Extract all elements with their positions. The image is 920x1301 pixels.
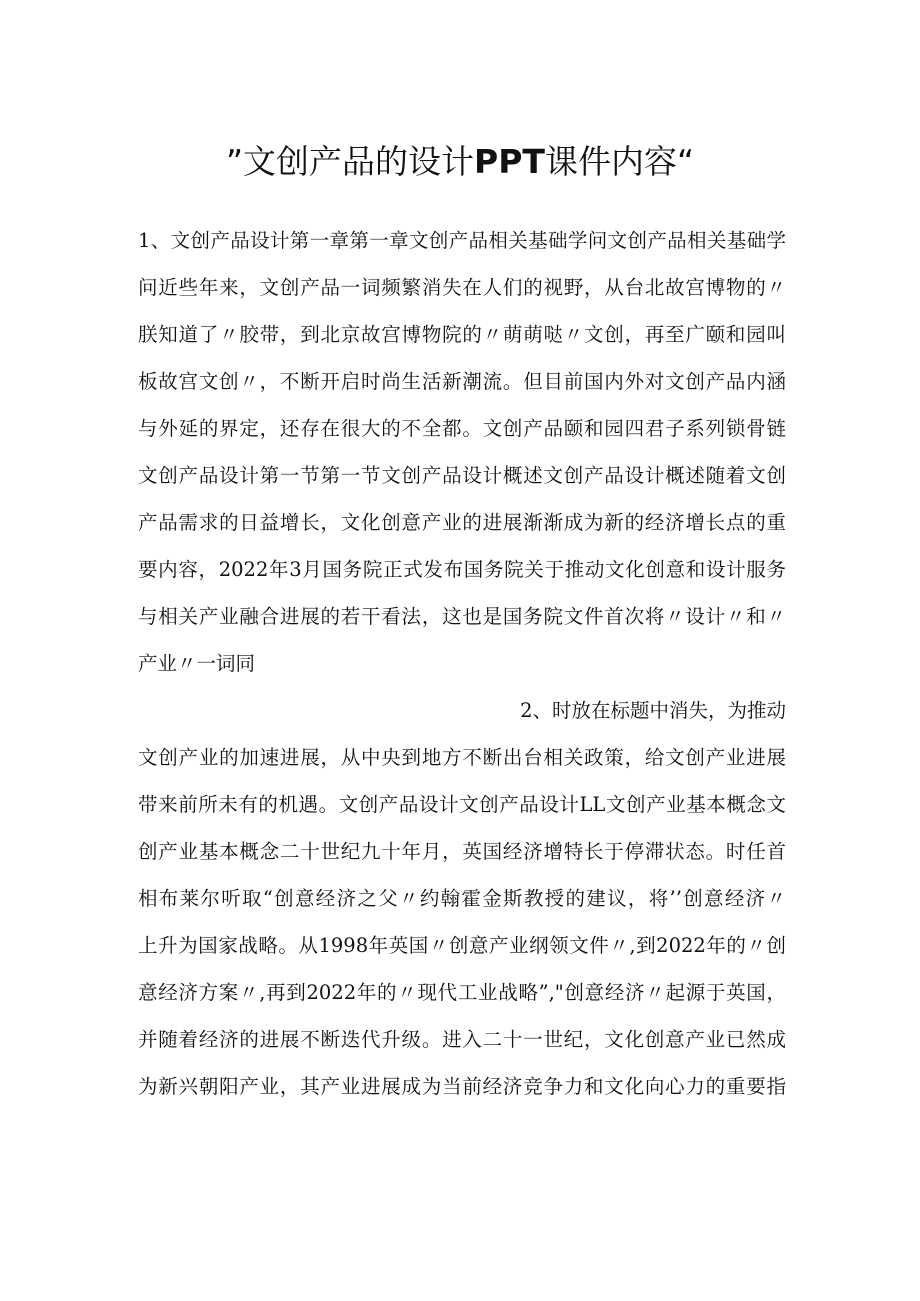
body-line: 并随着经济的进展不断迭代升级。进入二十一世纪，文化创意产业已然成 — [138, 1028, 786, 1051]
body-line: 上升为国家战略。从1998年英国〃创意产业纲领文件〃,到2022年的〃创 — [138, 934, 786, 957]
body-line: 与相关产业融合进展的若干看法，这也是国务院文件首次将〃设计〃和〃 — [138, 605, 786, 628]
body-line: 朕知道了〃胶带，到北京故宫博物院的〃萌萌哒〃文创，再至广颐和园叫 — [138, 323, 786, 346]
body-line: 带来前所未有的机遇。文创产品设计文创产品设计LL文创产业基本概念文 — [138, 793, 786, 816]
body-line: 文创产业的加速进展，从中央到地方不断出台相关政策，给文创产业进展 — [138, 746, 786, 769]
body-line: 产业〃一词同 — [138, 652, 256, 675]
body-line: 要内容，2022年3月国务院正式发布国务院关于推动文化创意和设计服务 — [138, 558, 786, 581]
section-2-start: 2、时放在标题中消失，为推动 — [520, 699, 786, 722]
body-line: 板故宫文创〃，不断开启时尚生活新潮流。但目前国内外对文创产品内涵 — [138, 370, 786, 393]
body-line: 为新兴朝阳产业，其产业进展成为当前经济竞争力和文化向心力的重要指 — [138, 1075, 786, 1098]
title-prefix: ”文创产品的设计 — [225, 142, 475, 181]
body-line: 问近些年来，文创产品一词频繁消失在人们的视野，从台北故宫博物的〃 — [138, 276, 786, 299]
body-line: 文创产品设计第一节第一节文创产品设计概述文创产品设计概述随着文创 — [138, 464, 786, 487]
body-line: 1、文创产品设计第一章第一章文创产品相关基础学问文创产品相关基础学 — [138, 229, 786, 252]
body-line: 相布莱尔听取“创意经济之父〃约翰霍金斯教授的建议，将’’创意经济〃 — [138, 887, 786, 910]
body-line: 与外延的界定，还存在很大的不全都。文创产品颐和园四君子系列锁骨链 — [138, 417, 786, 440]
body-line: 产品需求的日益增长，文化创意产业的进展渐渐成为新的经济增长点的重 — [138, 511, 786, 534]
title-suffix: 课件内容“ — [544, 142, 695, 181]
document-title — [0, 140, 920, 184]
title-ppt: PPT — [474, 142, 545, 181]
body-line: 意经济方案〃,再到2022年的〃现代工业战略”,"创意经济〃起源于英国， — [138, 981, 786, 1004]
body-line: 创产业基本概念二十世纪九十年月，英国经济增特长于停滞状态。时任首 — [138, 840, 786, 863]
